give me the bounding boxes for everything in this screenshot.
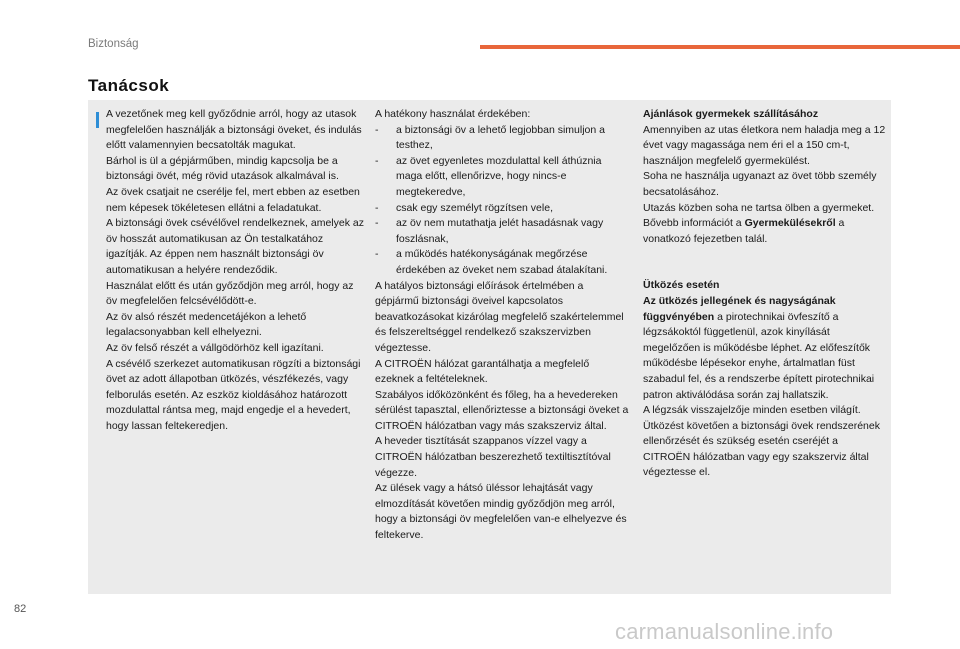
paragraph: A CITROËN hálózat garantálhatja a megfelelő ezeknek a feltételeknek. xyxy=(375,357,590,386)
page-title: Tanácsok xyxy=(88,76,170,95)
bullet-marker: - xyxy=(375,217,379,230)
list-item-text: az öv nem mutathatja jelét hasadásnak vagy foszlásnak, xyxy=(396,217,604,245)
paragraph: A biztonsági övek csévélővel rendelkeznek, amelyek az öv hosszát automatikusan az Ön testalkatához igazítják. Az éppen nem használt biztonsági öv automatikusan a helyére rendeződik. xyxy=(106,217,364,276)
paragraph: Az ülések vagy a hátsó üléssor lehajtását vagy elmozdítását követően mindig győződjön meg arról, hogy a biztonsági öv megfelelően van-e elhelyezve és feltekerve. xyxy=(375,482,627,542)
text-span: a vonatkozó fejezetben talál. xyxy=(643,217,845,245)
header-rule xyxy=(480,45,960,49)
child-safety-heading: Ajánlások gyermekek szállításához xyxy=(643,108,819,120)
column-left xyxy=(106,107,366,434)
bullet-marker: - xyxy=(375,123,379,136)
list-item xyxy=(375,201,630,217)
paragraph xyxy=(643,216,888,247)
list-item-text: csak egy személyt rögzítsen vele, xyxy=(396,201,553,214)
bullet-marker: - xyxy=(375,154,379,167)
page-number: 82 xyxy=(14,603,27,615)
list-item-text: a működés hatékonyságának megőrzése érdekében az öveket nem szabad átalakítani. xyxy=(396,248,608,276)
collision-heading: Ütközés esetén xyxy=(643,279,720,292)
intro-text: A hatékony használat érdekében: xyxy=(375,108,531,120)
paragraph: Soha ne használja ugyanazt az övet több személy becsatolásához. xyxy=(643,170,877,198)
list-item-text: a biztonsági öv a lehető legjobban simuljon a testhez, xyxy=(396,123,605,152)
column-middle xyxy=(375,107,630,544)
paragraph: Az öv felső részét a vállgödörhöz kell igazítani. xyxy=(106,341,324,354)
paragraph xyxy=(643,294,888,403)
paragraph: A légzsák visszajelzője minden esetben világít. xyxy=(643,404,861,417)
collision-emphasis: Az ütközés jellegének és nagyságának függvényében xyxy=(643,294,836,323)
paragraph: A csévélő szerkezet automatikusan rögzíti a biztonsági övet az adott állapotban ütközés, vészfékezés, vagy felborulás esetén. Az eszköz kioldásához határozott mozdulattal rántsa meg, majd engedje el a hevedert, hogy lassan feltekeredjen. xyxy=(106,357,361,432)
child-seats-reference: Gyermekülésekről xyxy=(744,217,836,230)
section-label: Biztonság xyxy=(88,38,139,50)
paragraph: Bárhol is ül a gépjárműben, mindig kapcsolja be a biztonsági övét, még rövid utazások alkalmával is. xyxy=(106,154,339,183)
paragraph: A heveder tisztítását szappanos vízzel vagy a CITROËN hálózatban beszerezhető textiltisztítóval végezze. xyxy=(375,435,611,479)
list-item-text: az övet egyenletes mozdulattal kell áthúznia maga előtt, ellenőrizve, hogy nincs-e megtekeredve, xyxy=(396,154,602,198)
list-item xyxy=(375,154,630,201)
watermark: carmanualsonline.info xyxy=(615,619,834,644)
paragraph: Utazás közben soha ne tartsa ölben a gyermeket. xyxy=(643,201,875,214)
text-span: a pirotechnikai övfeszítő a légzsákoktól függetlenül, azok kinyílását megelőzően is működésbe léphet. Az előfeszítők működésbe lépésekor enyhe, ártalmatlan füst szabadul fel, és a rendszerbe épített pirotechnikai patron aktiválódása során zaj hallatszik. xyxy=(643,310,875,401)
paragraph: Ütközést követően a biztonsági övek rendszerének ellenőrzését és szükség esetén cseréjét a CITROËN hálózatban vagy egy szakszerviz által végeztesse el. xyxy=(643,419,880,479)
bullet-marker: - xyxy=(375,248,379,261)
paragraph: Amennyiben az utas életkora nem haladja meg a 12 évet vagy magassága nem éri el a 150 cm-t, használjon megfelelő gyermekülést. xyxy=(643,123,886,167)
paragraph: A hatályos biztonsági előírások értelmében a gépjármű biztonsági öveivel kapcsolatos beavatkozásokat kizárólag megfelelő szakértelemmel és felszereltséggel rendelkező szakszervizben végeztesse. xyxy=(375,279,624,354)
list-item xyxy=(375,216,630,247)
paragraph: Szabályos időközönként és főleg, ha a hevedereken sérülést tapasztal, ellenőriztesse a biztonsági öveket a CITROËN hálózatban vagy más szakszerviz által. xyxy=(375,388,629,432)
spacer xyxy=(643,247,888,278)
info-accent-bar xyxy=(96,112,99,128)
text-span: Bővebb információt a xyxy=(643,217,745,230)
list-item xyxy=(375,247,630,278)
paragraph: Az öv alsó részét medencetájékon a lehető legalacsonyabban kell elhelyezni. xyxy=(106,310,307,339)
column-right xyxy=(643,107,888,481)
list-item xyxy=(375,123,630,154)
bullet-marker: - xyxy=(375,201,379,214)
paragraph: Használat előtt és után győződjön meg arról, hogy az öv megfelelően felcsévélődött-e. xyxy=(106,279,354,308)
paragraph: A vezetőnek meg kell győződnie arról, hogy az utasok megfelelően használják a biztonsági öveket, és indulás előtt valamennyien becsatolták magukat. xyxy=(106,108,362,152)
paragraph: Az övek csatjait ne cserélje fel, mert ebben az esetben nem képesek tökéletesen ellátni a feladatukat. xyxy=(106,185,360,214)
